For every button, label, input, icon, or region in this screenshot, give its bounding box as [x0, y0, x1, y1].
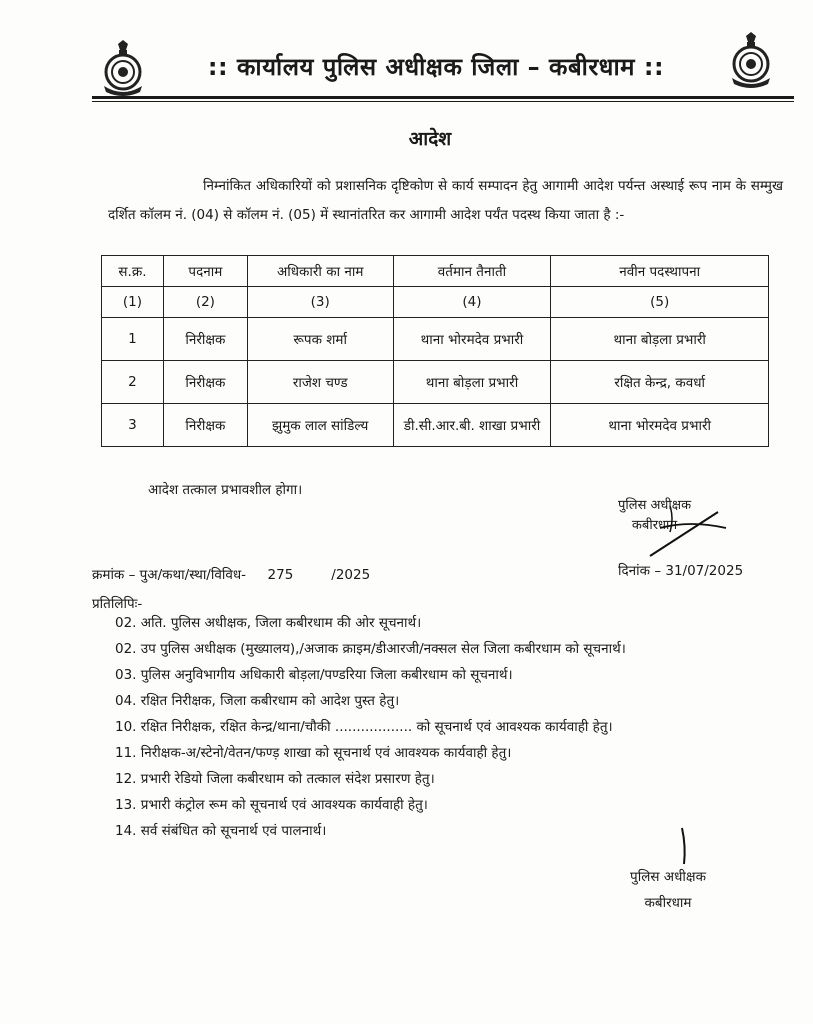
current-posting-cell: थाना बोड़ला प्रभारी: [393, 361, 551, 404]
column-header: अधिकारी का नाम: [247, 256, 393, 287]
order-title: आदेश: [408, 128, 452, 150]
new-posting-cell: थाना भोरमदेव प्रभारी: [551, 404, 769, 447]
list-item: 12. प्रभारी रेडियो जिला कबीरधाम को तत्काल संदेश प्रसारण हेतु।: [115, 771, 435, 787]
list-item: 11. निरीक्षक-अ/स्टेनो/वेतन/फण्ड़ शाखा को सूचनार्थ एवं आवश्यक कार्यवाही हेतु।: [115, 745, 512, 761]
list-item: 14. सर्व संबंधित को सूचनार्थ एवं पालनार्थ।: [115, 823, 327, 839]
column-number: (2): [163, 287, 247, 318]
order-date: दिनांक – 31/07/2025: [618, 563, 744, 579]
list-item: 10. रक्षित निरीक्षक, रक्षित केन्द्र/थाना/चौकी .................. को सूचनार्थ एवं आवश्यक कार्यवाही हेतु।: [115, 719, 613, 735]
column-number: (4): [393, 287, 551, 318]
officer-name-cell: रूपक शर्मा: [247, 318, 393, 361]
list-item: 02. अति. पुलिस अधीक्षक, जिला कबीरधाम की ओर सूचनार्थ।: [115, 615, 422, 631]
table-header-row: [102, 256, 769, 287]
signatory-title: पुलिस अधीक्षक: [630, 869, 706, 885]
new-posting-cell: रक्षित केन्द्र, कवर्धा: [551, 361, 769, 404]
header-title: :: कार्यालय पुलिस अधीक्षक जिला – कबीरधाम ::: [207, 53, 665, 81]
column-number: (3): [247, 287, 393, 318]
column-header: पदनाम: [163, 256, 247, 287]
officer-name-cell: राजेश चण्ड: [247, 361, 393, 404]
serial-cell: 3: [102, 404, 164, 447]
intro-paragraph: निम्नांकित अधिकारियों को प्रशासनिक दृष्टिकोण से कार्य सम्पादन हेतु आगामी आदेश पर्यन्त अस्थाई रूप नाम के सम्मुख दर्शित कॉलम नं. (04) से कॉलम नं. (05) में स्थानांतरित कर आगामी आदेश पर्यंत पदस्थ किया जाता है :-: [108, 178, 783, 223]
designation-cell: निरीक्षक: [163, 318, 247, 361]
column-header: नवीन पदस्थापना: [551, 256, 769, 287]
signature-mark: [640, 498, 730, 560]
table-row: [102, 361, 769, 404]
column-number-row: [102, 287, 769, 318]
serial-cell: 1: [102, 318, 164, 361]
signatory-block-bottom: [608, 864, 728, 916]
serial-cell: 2: [102, 361, 164, 404]
order-number-year: /2025: [331, 567, 371, 583]
signatory-location: कबीरधाम: [631, 518, 678, 533]
signatory-location: कबीरधाम: [644, 895, 692, 911]
order-number-prefix: क्रमांक – पुअ/कथा/स्था/विविध-: [92, 567, 247, 583]
effect-statement: आदेश तत्काल प्रभावशील होगा।: [148, 482, 303, 498]
column-number: (5): [551, 287, 769, 318]
order-number: [92, 565, 370, 583]
designation-cell: निरीक्षक: [163, 361, 247, 404]
designation-cell: निरीक्षक: [163, 404, 247, 447]
police-emblem-icon: [728, 32, 774, 88]
list-item: 03. पुलिस अनुविभागीय अधिकारी बोड़ला/पण्डरिया जिला कबीरधाम को सूचनार्थ।: [115, 667, 513, 683]
copy-to-label: प्रतिलिपिः-: [92, 596, 143, 612]
officer-name-cell: झुमुक लाल सांडिल्य: [247, 404, 393, 447]
current-posting-cell: थाना भोरमदेव प्रभारी: [393, 318, 551, 361]
order-number-value: 275: [267, 567, 294, 583]
transfer-table: [101, 255, 769, 447]
header-divider: [92, 96, 794, 99]
current-posting-cell: डी.सी.आर.बी. शाखा प्रभारी: [393, 404, 551, 447]
signature-mark: [676, 826, 690, 866]
list-item: 04. रक्षित निरीक्षक, जिला कबीरधाम को आदेश पुस्त हेतु।: [115, 693, 400, 709]
police-emblem-icon: [100, 40, 146, 96]
column-header: स.क्र.: [102, 256, 164, 287]
new-posting-cell: थाना बोड़ला प्रभारी: [551, 318, 769, 361]
list-item: 13. प्रभारी कंट्रोल रूम को सूचनार्थ एवं आवश्यक कार्यवाही हेतु।: [115, 797, 428, 813]
table-row: [102, 404, 769, 447]
table-row: [102, 318, 769, 361]
column-number: (1): [102, 287, 164, 318]
signatory-title: पुलिस अधीक्षक: [618, 498, 692, 513]
copy-list: [115, 610, 626, 844]
column-header: वर्तमान तैनाती: [393, 256, 551, 287]
header-divider-thin: [92, 101, 794, 102]
list-item: 02. उप पुलिस अधीक्षक (मुख्यालय),/अजाक क्राइम/डीआरजी/नक्सल सेल जिला कबीरधाम को सूचनार्थ।: [115, 641, 626, 657]
